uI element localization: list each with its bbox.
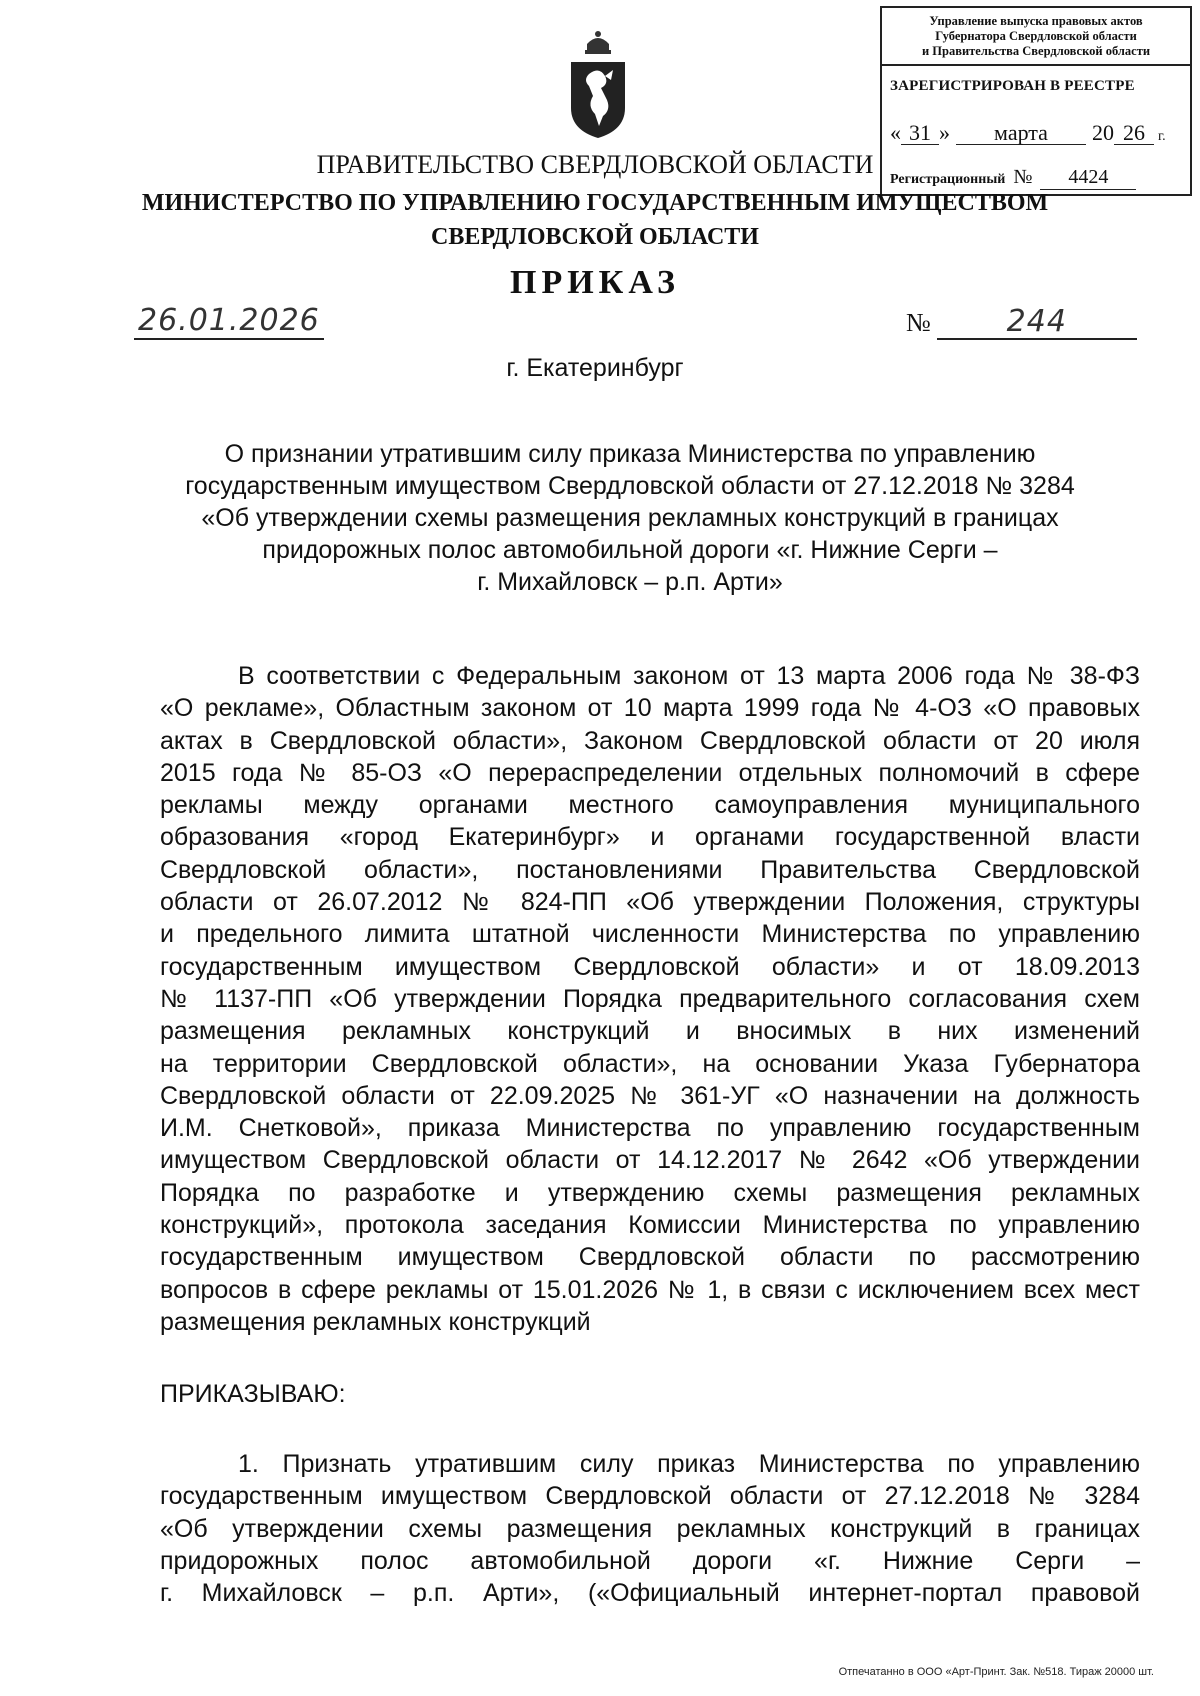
preamble-line: актах в Свердловской области», Законом Свердловской области от 20 июля [160, 726, 1140, 755]
number-sign: № [906, 308, 931, 337]
preamble-line: № 1137-ПП «Об утверждении Порядка предварительного согласования схем [160, 984, 1140, 1013]
coat-of-arms-icon [565, 30, 631, 140]
stamp-reg-label: Регистрационный [890, 172, 1006, 187]
item-line: г. Михайловск – р.п. Арти», («Официальный интернет-портал правовой [160, 1579, 1140, 1608]
government-name: ПРАВИТЕЛЬСТВО СВЕРДЛОВСКОЙ ОБЛАСТИ [316, 150, 874, 179]
ministry-name-line2: СВЕРДЛОВСКОЙ ОБЛАСТИ [431, 224, 759, 250]
order-number-row [906, 306, 1137, 340]
preamble-line: «О рекламе», Областным законом от 10 марта 1999 года № 4-ОЗ «О правовых [160, 694, 1140, 723]
item-line: «Об утверждении схемы размещения рекламных конструкций в границах [160, 1514, 1140, 1543]
preamble-line: размещения рекламных конструкций и вносимых в них изменений [160, 1017, 1140, 1046]
preamble-line: Свердловской области от 22.09.2025 № 361-УГ «О назначении на должность [160, 1081, 1140, 1110]
preamble-line: имуществом Свердловской области от 14.12.2017 № 2642 «Об утверждении [160, 1146, 1140, 1175]
preamble-line: Порядка по разработке и утверждению схемы размещения рекламных [160, 1178, 1140, 1207]
printer-footer: Отпечатанно в ООО «Арт-Принт. Зак. №518. Тираж 20000 шт. [838, 1666, 1154, 1678]
stamp-month: марта [956, 122, 1086, 145]
preamble-line: области от 26.07.2012 № 824-ПП «Об утверждении Положения, структуры [160, 888, 1140, 917]
title-line: «Об утверждении схемы размещения рекламных конструкций в границах [201, 504, 1059, 532]
document-title [160, 438, 1100, 598]
stamp-day: 31 [901, 122, 939, 145]
title-line: г. Михайловск – р.п. Арти» [477, 568, 783, 596]
preamble-paragraph [160, 660, 1140, 1338]
preamble-line: образования «город Екатеринбург» и органами государственной власти [160, 823, 1140, 852]
preamble-line: конструкций», протокола заседания Комиссии Министерства по управлению [160, 1211, 1140, 1240]
preamble-line: 2015 года № 85-ОЗ «О перераспределении отдельных полномочий в сфере [160, 758, 1140, 787]
ministry-name-line1: МИНИСТЕРСТВО ПО УПРАВЛЕНИЮ ГОСУДАРСТВЕННЫМ ИМУЩЕСТВОМ [141, 190, 1049, 216]
title-line: придорожных полос автомобильной дороги «г. Нижние Серги – [262, 536, 998, 564]
item-line: 1. Признать утратившим силу приказ Министерства по управлению [238, 1450, 1140, 1478]
stamp-reg-sign: № [1013, 166, 1033, 188]
preamble-line: государственным имуществом Свердловской области по рассмотрению [160, 1243, 1140, 1272]
preamble-line: на территории Свердловской области», на основании Указа Губернатора [160, 1049, 1140, 1078]
order-word: ПРИКАЗЫВАЮ: [160, 1380, 346, 1408]
stamp-organization [882, 8, 1190, 66]
preamble-line: И.М. Снетковой», приказа Министерства по управлению государственным [160, 1114, 1140, 1143]
document-type: ПРИКАЗ [510, 264, 680, 301]
title-line: О признании утратившим силу приказа Министерства по управлению [224, 440, 1036, 468]
stamp-registered-label: ЗАРЕГИСТРИРОВАН В РЕЕСТРЕ [890, 78, 1135, 94]
order-number: 244 [937, 306, 1137, 340]
stamp-date: « 31 » марта 20 26 г. [890, 120, 1166, 145]
item-line: придорожных полос автомобильной дороги «г. Нижние Серги – [160, 1546, 1140, 1575]
order-date: 26.01.2026 [134, 304, 324, 340]
preamble-line: В соответствии с Федеральным законом от 13 марта 2006 года № 38-ФЗ [238, 662, 1140, 690]
preamble-line: и предельного лимита штатной численности Министерства по управлению [160, 920, 1140, 949]
stamp-year-prefix: 20 [1092, 120, 1114, 145]
title-line: государственным имуществом Свердловской области от 27.12.2018 № 3284 [185, 472, 1075, 500]
preamble-line: размещения рекламных конструкций [160, 1307, 591, 1336]
preamble-line: Свердловской области», постановлениями Правительства Свердловской [160, 855, 1140, 884]
stamp-reg-number: 4424 [1040, 166, 1136, 190]
stamp-org-line: Управление выпуска правовых актов [929, 14, 1143, 28]
preamble-line: вопросов в сфере рекламы от 15.01.2026 № 1, в связи с исключением всех мест [160, 1275, 1140, 1304]
stamp-org-line: и Правительства Свердловской области [921, 44, 1151, 58]
city: г. Екатеринбург [506, 354, 684, 382]
stamp-year-suffix: 26 [1114, 122, 1154, 145]
order-item-1 [160, 1448, 1140, 1609]
preamble-line: рекламы между органами местного самоуправления муниципального [160, 791, 1140, 820]
stamp-org-line: Губернатора Свердловской области [935, 29, 1137, 43]
stamp-year-unit: г. [1158, 129, 1166, 144]
preamble-line: государственным имуществом Свердловской области» и от 18.09.2013 [160, 952, 1140, 981]
item-line: государственным имуществом Свердловской области от 27.12.2018 № 3284 [160, 1482, 1140, 1511]
